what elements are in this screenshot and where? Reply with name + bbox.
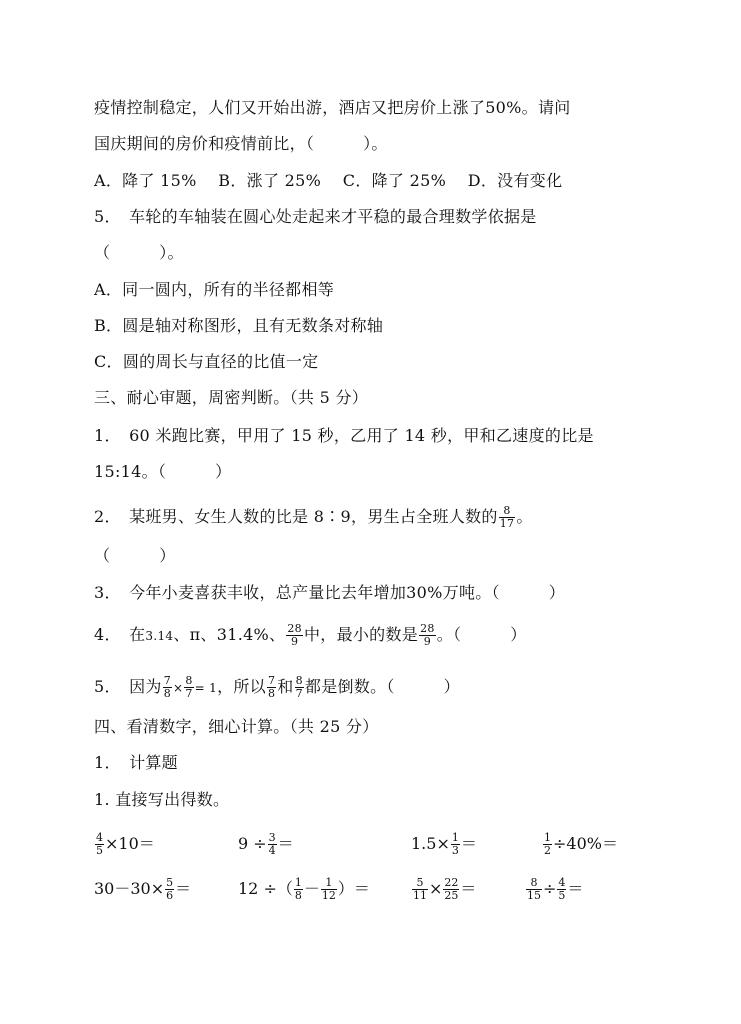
q5-option-a: A．同一圆内，所有的半径都相等 xyxy=(94,280,335,299)
judge2-line: 2． 某班男、女生人数的比是 8∶9，男生占全班人数的 $\frac{8}{17}$ 。 xyxy=(94,504,533,530)
calc-r2c3: $\frac{5}{11}$ × $\frac{22}{25}$ ＝ xyxy=(413,876,477,902)
q5-option-b: B．圆是轴对称图形，且有无数条对称轴 xyxy=(94,316,384,335)
q5-stem-line1: 5． 车轮的车轴装在圆心处走起来才平稳的最合理数学依据是 xyxy=(94,207,537,226)
fraction-7-8-b: $\frac{7}{8}$ xyxy=(267,674,276,700)
fraction-8-7-b: $\frac{8}{7}$ xyxy=(295,674,303,700)
fraction-28-9: $\frac{28}{9}$ xyxy=(287,622,302,648)
calc-r1c4: $\frac{1}{2}$ ÷40%＝ xyxy=(544,831,618,857)
fraction-8-7: $\frac{8}{7}$ xyxy=(185,674,193,700)
q4-line2: 国庆期间的房价和疫情前比，（ ）。 xyxy=(94,134,388,153)
calc-r1c2: 9 ÷ $\frac{3}{4}$ ＝ xyxy=(238,831,294,857)
q5-option-c: C．圆的周长与直径的比值一定 xyxy=(94,352,319,371)
section3-title: 三、耐心审题，周密判断。（共 5 分） xyxy=(94,388,369,407)
section4-title: 四、看清数字，细心计算。（共 25 分） xyxy=(94,717,379,736)
judge1-line2: 15:14。（ ） xyxy=(94,462,232,481)
section4-sub1: 1． 计算题 xyxy=(94,753,178,772)
q5-stem-line2: （ ）。 xyxy=(94,243,184,262)
fraction-8-17: $\frac{8}{17}$ xyxy=(499,504,515,530)
judge1-line1: 1． 60 米跑比赛，甲用了 15 秒，乙用了 14 秒，甲和乙速度的比是 xyxy=(94,426,594,445)
calc-r2c1: 30－30× $\frac{5}{6}$ ＝ xyxy=(94,876,192,902)
judge5-line: 5． 因为 $\frac{7}{8}$ × $\frac{8}{7}$ = 1，所以 $\frac{7}{8}$ 和 $\frac{8}{7}$ 都是倒数。（ ） xyxy=(94,674,460,700)
judge4-line: 4． 在3.14、π、31.4%、 $\frac{28}{9}$ 中，最小的数是 $\frac{28}{9}$ 。（ ） xyxy=(94,622,527,648)
calc-r2c4: $\frac{8}{15}$ ÷ $\frac{4}{5}$ ＝ xyxy=(527,876,584,902)
repeating-decimal: 3.14 xyxy=(145,629,174,643)
q4-line1: 疫情控制稳定，人们又开始出游，酒店又把房价上涨了50%。请问 xyxy=(94,98,571,117)
q4-options: A．降了 15% B．涨了 25% C．降了 25% D．没有变化 xyxy=(94,171,563,190)
section4-sub1-1: 1. 直接写出得数。 xyxy=(94,790,230,809)
calc-r1c3: 1.5× $\frac{1}{3}$ ＝ xyxy=(411,831,477,857)
judge3-line: 3． 今年小麦喜获丰收，总产量比去年增加30%万吨。（ ） xyxy=(94,583,566,602)
judge2-paren: （ ） xyxy=(94,546,176,565)
fraction-7-8: $\frac{7}{8}$ xyxy=(163,674,171,700)
calc-r1c1: $\frac{4}{5}$ ×10＝ xyxy=(96,831,155,857)
calc-r2c2: 12 ÷（ $\frac{1}{8}$ － $\frac{1}{12}$ ）＝ xyxy=(238,876,370,902)
judge2-text: 2． 某班男、女生人数的比是 8∶9，男生占全班人数的 xyxy=(94,507,498,526)
fraction-28-9-answer: $\frac{28}{9}$ xyxy=(420,622,435,648)
